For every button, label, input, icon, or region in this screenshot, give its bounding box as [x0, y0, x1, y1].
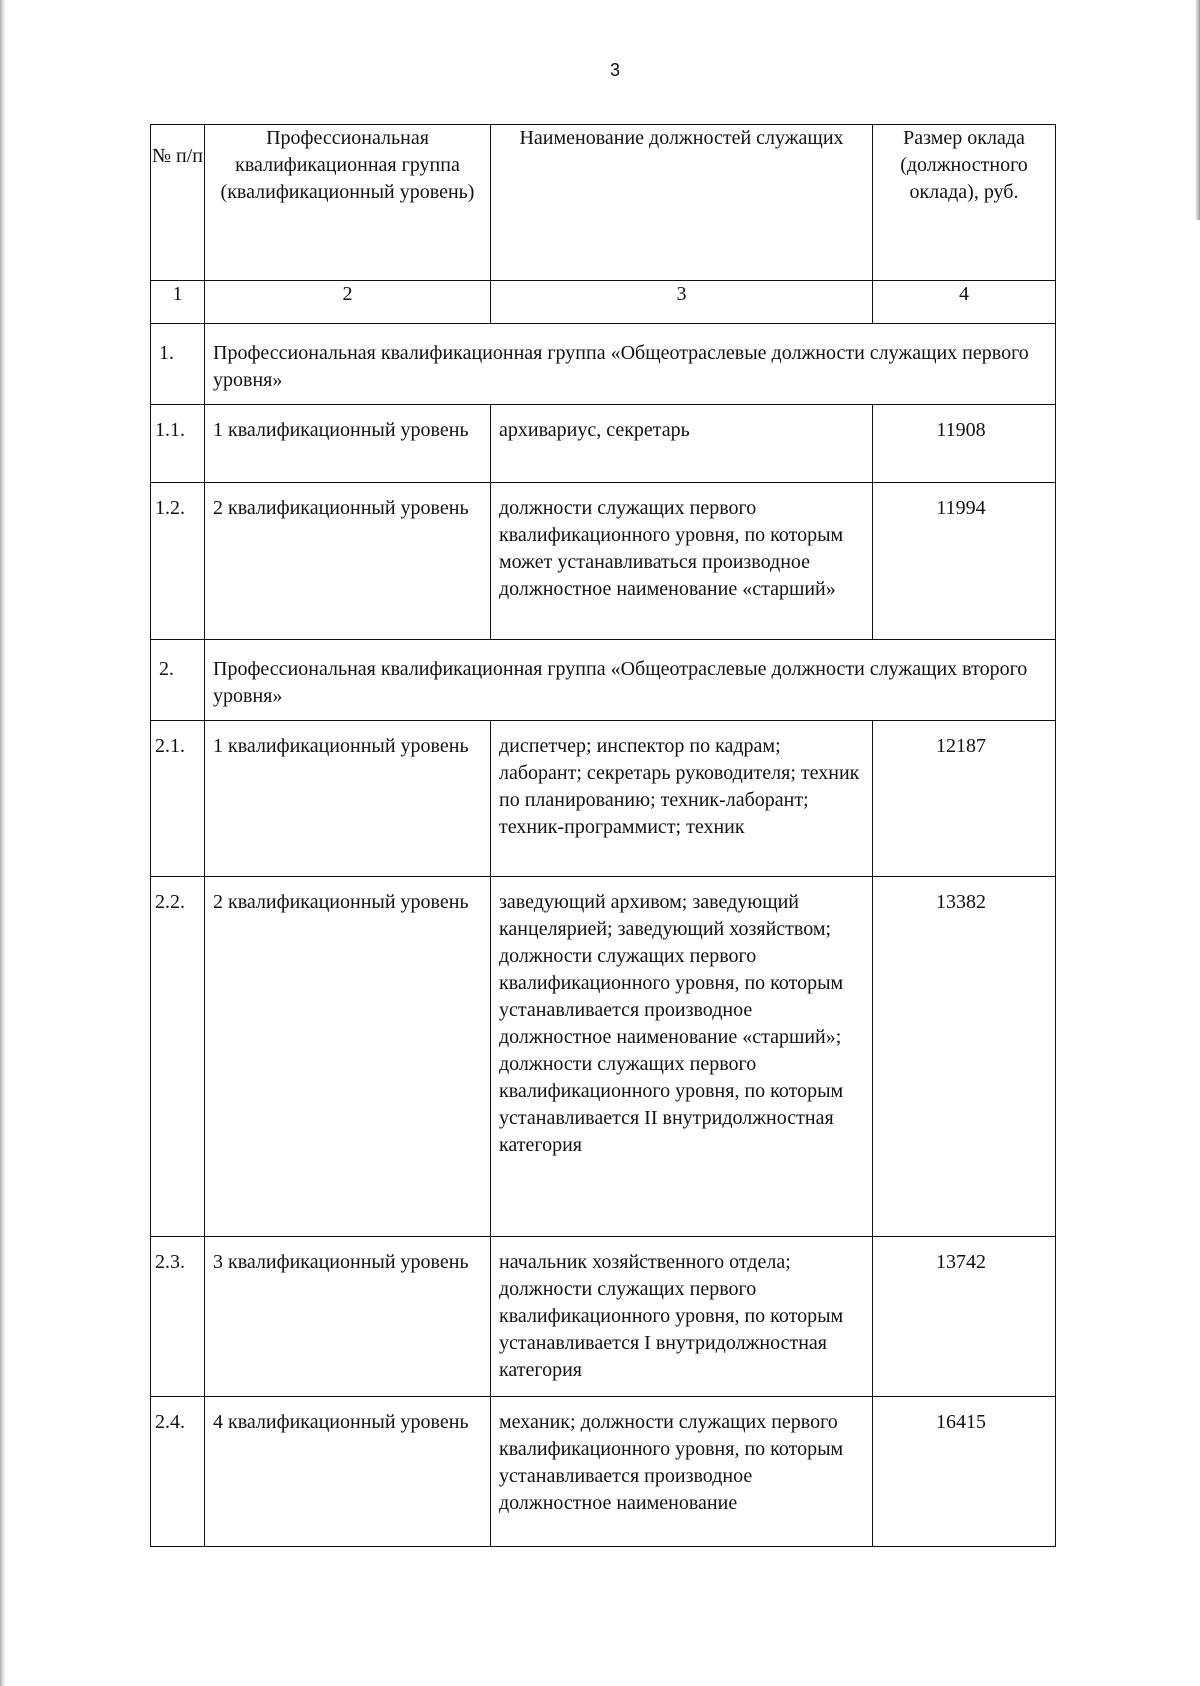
row-salary: 16415 [873, 1397, 1056, 1547]
column-number: 3 [491, 281, 873, 324]
row-positions: диспетчер; инспектор по кадрам; лаборант; секретарь руководителя; техник по планированию; техник-лаборант; техник-программист; техник [491, 721, 873, 877]
group-title: Профессиональная квалификационная группа «Общеотраслевые должности служащих второго уровня» [205, 640, 1056, 721]
row-positions: механик; должности служащих первого квалификационного уровня, по которым устанавливается производное должностное наименование [491, 1397, 873, 1547]
page-number: 3 [609, 60, 620, 80]
group-title: Профессиональная квалификационная группа «Общеотраслевые должности служащих первого уровня» [205, 324, 1056, 405]
row-positions: заведующий архивом; заведующий канцелярией; заведующий хозяйством; должности служащих первого квалификационного уровня, по которым устанавливается производное должностное наименование «старший»; должности служащих первого квалификационного уровня, по которым устанавливается II внутридолжностная категория [491, 877, 873, 1237]
table-row [151, 483, 1056, 640]
row-level: 1 квалификационный уровень [205, 405, 491, 483]
row-level: 1 квалификационный уровень [205, 721, 491, 877]
table-row [151, 721, 1056, 877]
group-row [151, 324, 1056, 405]
row-salary: 11908 [873, 405, 1056, 483]
table-row [151, 1397, 1056, 1547]
row-positions: должности служащих первого квалификационного уровня, по которым может устанавливаться производное должностное наименование «старший» [491, 483, 873, 640]
scan-edge-right [1195, 0, 1200, 220]
column-number: 2 [205, 281, 491, 324]
scan-edge-left [0, 0, 6, 1686]
table-row [151, 1237, 1056, 1397]
header-position-names: Наименование должностей служащих [491, 125, 873, 281]
row-level: 2 квалификационный уровень [205, 483, 491, 640]
row-level: 4 квалификационный уровень [205, 1397, 491, 1547]
row-level: 3 квалификационный уровень [205, 1237, 491, 1397]
row-number: 1.1. [151, 405, 205, 483]
row-salary: 12187 [873, 721, 1056, 877]
row-number: 1.2. [151, 483, 205, 640]
group-row [151, 640, 1056, 721]
table-row [151, 405, 1056, 483]
table-header-row [151, 125, 1056, 281]
column-number-row [151, 281, 1056, 324]
row-number: 2.2. [151, 877, 205, 1237]
header-qualification-group: Профессиональная квалификационная группа (квалификационный уровень) [205, 125, 491, 281]
row-number: 2.4. [151, 1397, 205, 1547]
row-positions: архивариус, секретарь [491, 405, 873, 483]
header-number: № п/п [151, 125, 205, 281]
column-number: 4 [873, 281, 1056, 324]
header-salary: Размер оклада (должностного оклада), руб. [873, 125, 1056, 281]
row-number: 2.1. [151, 721, 205, 877]
salary-table [150, 124, 1056, 1547]
row-number: 2.3. [151, 1237, 205, 1397]
row-salary: 13742 [873, 1237, 1056, 1397]
row-salary: 11994 [873, 483, 1056, 640]
table-row [151, 877, 1056, 1237]
row-positions: начальник хозяйственного отдела; должности служащих первого квалификационного уровня, по которым устанавливается I внутридолжностная категория [491, 1237, 873, 1397]
row-level: 2 квалификационный уровень [205, 877, 491, 1237]
row-salary: 13382 [873, 877, 1056, 1237]
column-number: 1 [151, 281, 205, 324]
group-number: 2. [151, 640, 205, 721]
group-number: 1. [151, 324, 205, 405]
